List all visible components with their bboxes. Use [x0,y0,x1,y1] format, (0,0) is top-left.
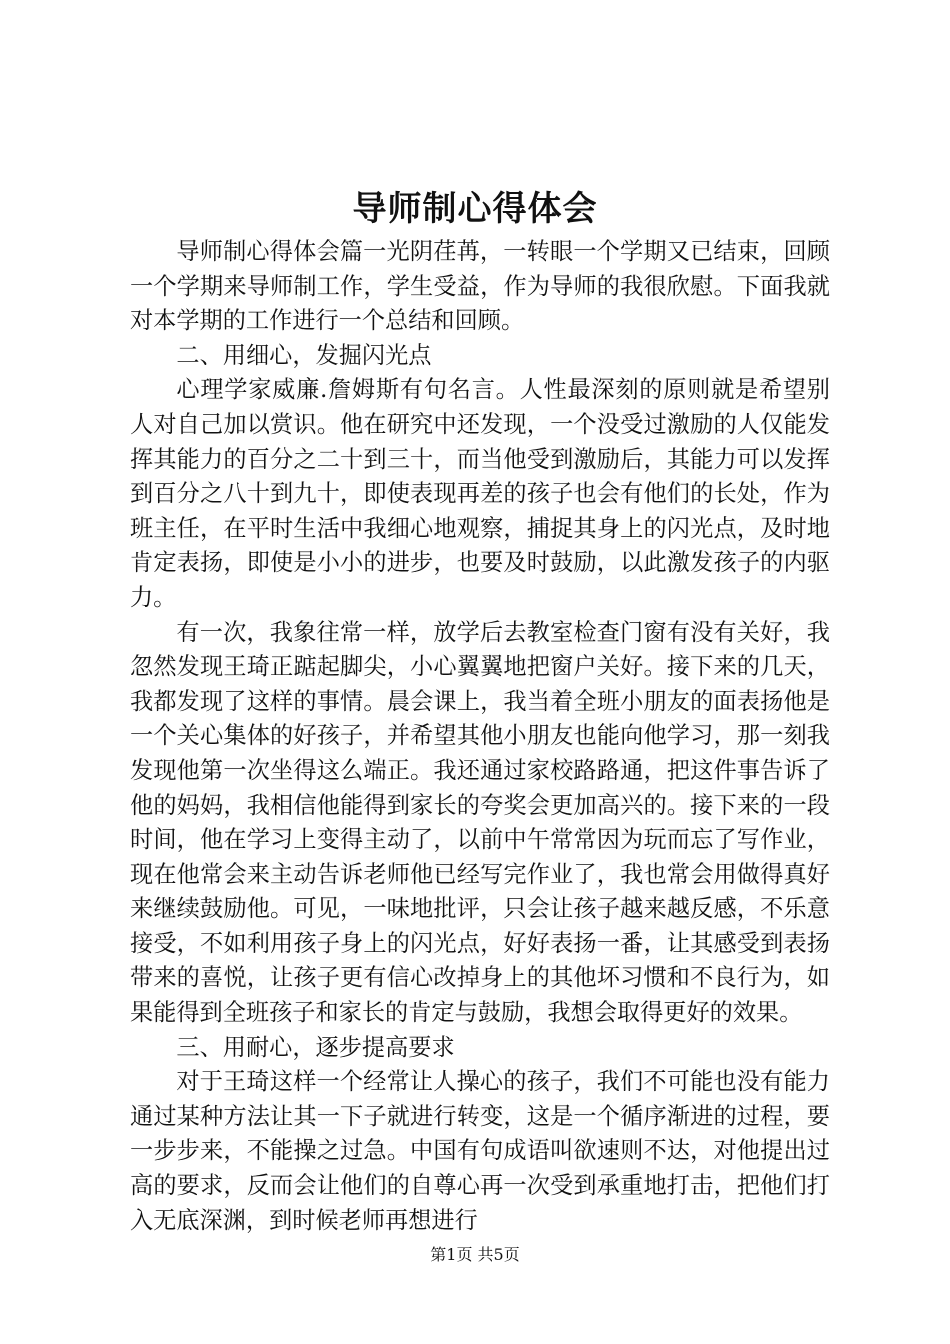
paragraph-intro: 导师制心得体会篇一光阴荏苒，一转眼一个学期又已结束，回顾一个学期来导师制工作，学生受益，作为导师的我很欣慰。下面我就对本学期的工作进行一个总结和回顾。 [130,238,830,335]
paragraph-story: 有一次，我象往常一样，放学后去教室检查门窗有没有关好，我忽然发现王琦正踮起脚尖，小心翼翼地把窗户关好。接下来的几天，我都发现了这样的事情。晨会课上，我当着全班小朋友的面表扬他是一个关心集体的好孩子，并希望其他小朋友也能向他学习，那一刻我发现他第一次坐得这么端正。我还通过家校路路通，把这件事告诉了他的妈妈，我相信他能得到家长的夸奖会更加高兴的。接下来的一段时间，他在学习上变得主动了，以前中午常常因为玩而忘了写作业，现在他常会来主动告诉老师他已经写完作业了，我也常会用做得真好来继续鼓励他。可见，一味地批评，只会让孩子越来越反感，不乐意接受，不如利用孩子身上的闪光点，好好表扬一番，让其感受到表扬带来的喜悦，让孩子更有信心改掉身上的其他坏习惯和不良行为，如果能得到全班孩子和家长的肯定与鼓励，我想会取得更好的效果。 [130,618,830,1027]
section-heading-3: 三、用耐心，逐步提高要求 [176,1033,455,1061]
paragraph-patience: 对于王琦这样一个经常让人操心的孩子，我们不可能也没有能力通过某种方法让其一下子就进行转变，这是一个循序渐进的过程，要一步步来，不能操之过急。中国有句成语叫欲速则不达，对他提出过高的要求，反而会让他们的自尊心再一次受到承重地打击，把他们打入无底深渊，到时候老师再想进行 [130,1068,830,1234]
page-number-footer: 第1页 共5页 [430,1245,520,1264]
section-heading-2: 二、用细心，发掘闪光点 [176,341,432,369]
document-body [130,235,830,1238]
paragraph-quote: 心理学家威廉.詹姆斯有句名言。人性最深刻的原则就是希望别人对自己加以赏识。他在研究中还发现，一个没受过激励的人仅能发挥其能力的百分之二十到三十，而当他受到激励后，其能力可以发挥到百分之八十到九十，即使表现再差的孩子也会有他们的长处，作为班主任，在平时生活中我细心地观察，捕捉其身上的闪光点，及时地肯定表扬，即使是小小的进步，也要及时鼓励，以此激发孩子的内驱力。 [130,376,830,611]
document-title: 导师制心得体会 [352,189,598,229]
